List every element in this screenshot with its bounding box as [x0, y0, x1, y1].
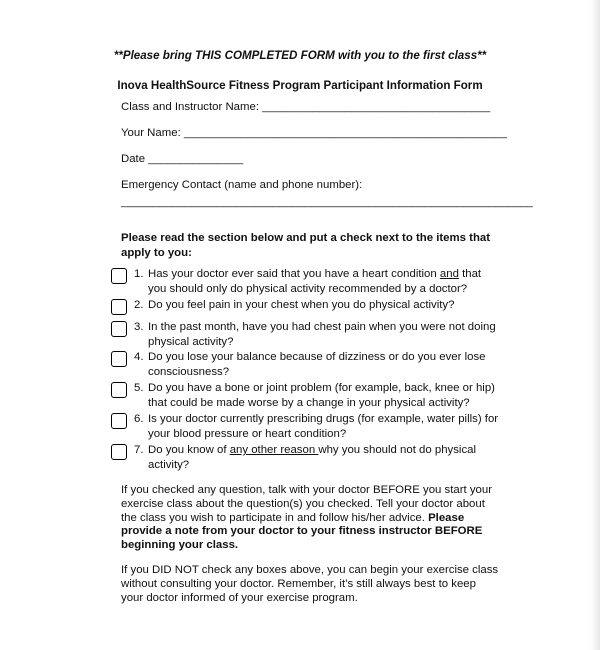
- question-text-part: Has your doctor ever said that you have a heart condition: [148, 268, 440, 280]
- question-1-text: [148, 267, 481, 297]
- question-6: [111, 412, 511, 446]
- class-instructor-field[interactable]: Class and Instructor Name: ____________________________________: [121, 101, 491, 113]
- form-title: Inova HealthSource Fitness Program Participant Information Form: [117, 79, 483, 92]
- question-1: [111, 267, 511, 301]
- question-7-text: [148, 443, 476, 473]
- question-text-line: your blood pressure or heart condition?: [148, 428, 347, 440]
- question-2-checkbox[interactable]: [111, 299, 127, 315]
- your-name-field[interactable]: Your Name: ___________________________________________________: [121, 127, 507, 139]
- question-number: 2.: [134, 299, 144, 311]
- question-text-line: consciousness?: [148, 366, 230, 378]
- emergency-contact-label: Emergency Contact (name and phone number):: [121, 179, 363, 191]
- question-text-part: that: [458, 268, 482, 280]
- bring-form-notice: **Please bring THIS COMPLETED FORM with you to the first class**: [113, 49, 487, 62]
- question-text-line: that could be made worse by a change in your physical activity?: [148, 397, 470, 409]
- instructions-line-1: Please read the section below and put a check next to the items that: [121, 232, 491, 244]
- question-number: 1.: [134, 268, 144, 280]
- question-text-line: In the past month, have you had chest pain when you were not doing: [148, 321, 496, 333]
- question-text-part: why you should not do physical: [318, 444, 477, 456]
- paragraph-bold-line: beginning your class.: [121, 539, 239, 552]
- page-edge-shadow: [590, 0, 600, 650]
- paragraph-text: the class you wish to participate in and follow his/her advice.: [121, 511, 429, 524]
- emergency-contact-line[interactable]: _________________________________________________________________: [121, 196, 533, 208]
- question-3-text: [148, 320, 496, 350]
- paragraph-line: If you checked any question, talk with your doctor BEFORE you start your: [121, 484, 493, 496]
- question-7: [111, 443, 511, 477]
- question-text-line: Do you have a bone or joint problem (for example, back, knee or hip): [148, 382, 495, 394]
- question-4-text: [148, 350, 486, 380]
- paragraph-line: your doctor informed of your exercise program.: [121, 591, 358, 604]
- question-text-line: physical activity?: [148, 336, 234, 348]
- question-number: 5.: [134, 382, 144, 394]
- underlined-word: and: [439, 268, 459, 280]
- paragraph-line: exercise class about the question(s) you checked. Tell your doctor about: [121, 497, 485, 510]
- question-text-line: you should only do physical activity recommended by a doctor?: [148, 283, 468, 295]
- question-text-line: Is your doctor currently prescribing drugs (for example, water pills) for: [148, 413, 499, 425]
- question-text-line: Do you lose your balance because of dizziness or do you ever lose: [148, 351, 486, 363]
- question-4: [111, 350, 511, 384]
- question-1-checkbox[interactable]: [111, 268, 127, 284]
- question-5-checkbox[interactable]: [111, 382, 127, 398]
- question-6-text: [148, 412, 498, 442]
- question-3-checkbox[interactable]: [111, 321, 127, 337]
- question-3: [111, 320, 511, 354]
- question-number: 4.: [134, 351, 144, 363]
- question-number: 6.: [134, 413, 144, 425]
- checked-advice-paragraph: [121, 484, 492, 553]
- not-checked-paragraph: [121, 564, 498, 605]
- instructions: [121, 231, 490, 261]
- question-text-line: activity?: [148, 459, 190, 471]
- paragraph-line: If you DID NOT check any boxes above, you can begin your exercise class: [121, 564, 499, 576]
- underlined-phrase: any other reason: [229, 444, 319, 456]
- question-text-part: Do you know of: [148, 444, 230, 456]
- paragraph-bold-line: provide a note from your doctor to your fitness instructor BEFORE: [121, 525, 483, 538]
- question-5-text: [148, 381, 495, 411]
- instructions-line-2: apply to you:: [121, 247, 192, 259]
- question-number: 7.: [134, 444, 144, 456]
- question-4-checkbox[interactable]: [111, 351, 127, 367]
- question-6-checkbox[interactable]: [111, 413, 127, 429]
- question-number: 3.: [134, 321, 144, 333]
- date-field[interactable]: Date _______________: [121, 153, 244, 165]
- question-5: [111, 381, 511, 415]
- question-text-line: Do you feel pain in your chest when you do physical activity?: [148, 299, 455, 311]
- paragraph-bold-text: Please: [428, 511, 465, 524]
- question-2-text: [148, 298, 454, 313]
- paragraph-line: without consulting your doctor. Remember, it’s still always best to keep: [121, 577, 476, 590]
- question-7-checkbox[interactable]: [111, 444, 127, 460]
